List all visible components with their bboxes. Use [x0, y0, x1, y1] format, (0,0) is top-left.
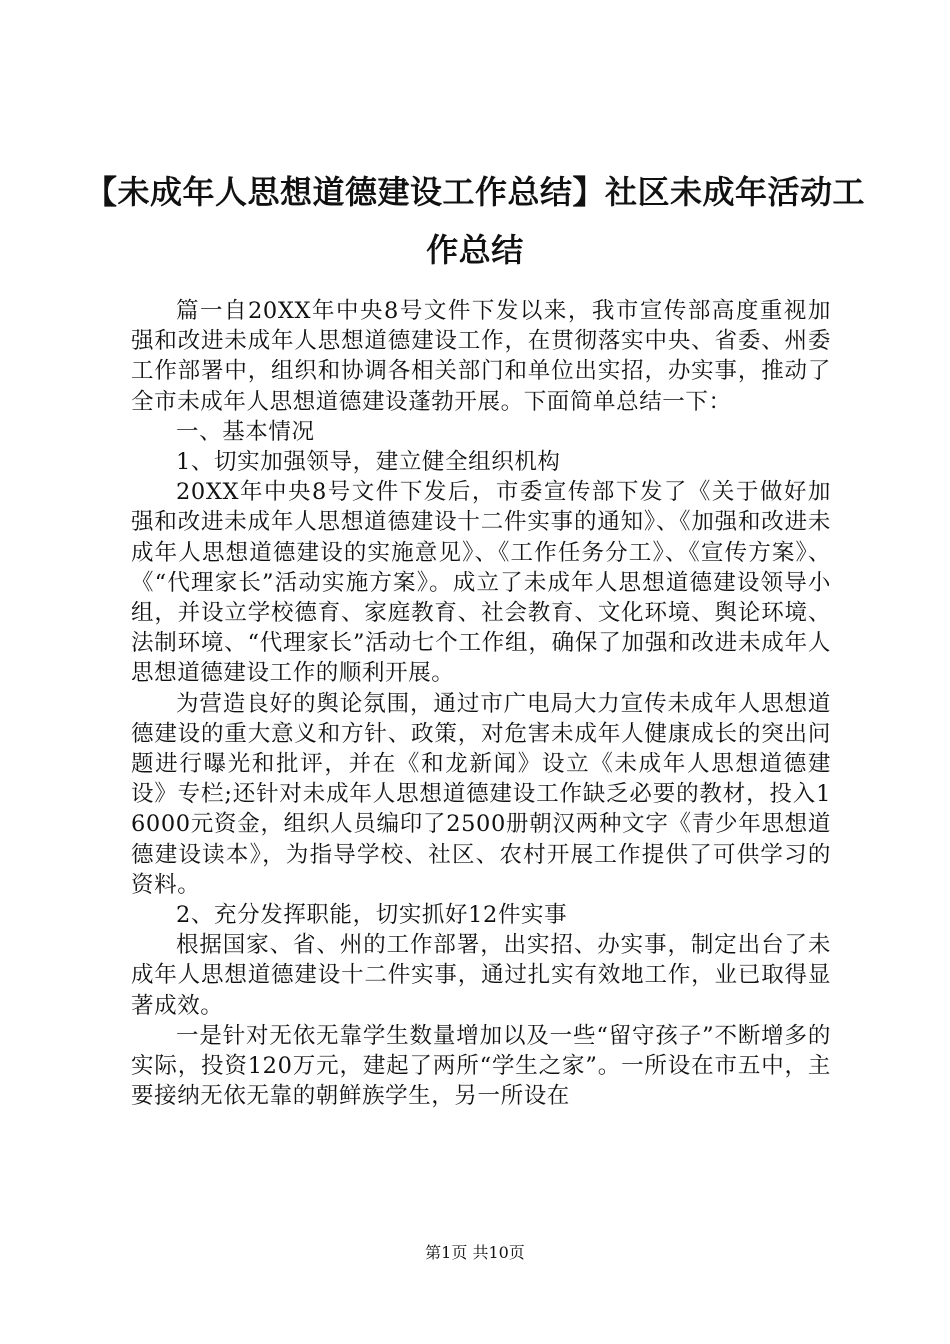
- subheading-twelve-tasks: 2、充分发挥职能，切实抓好12件实事: [176, 902, 568, 929]
- paragraph-organization: 20XX年中央8号文件下发后，市委宣传部下发了《关于做好加强和改进未成年人思想道德建设十二件实事的通知》、《加强和改进未成年人思想道德建设的实施意见》、《工作任务分工》、《宣传方案》、《“代理家长”活动实施方案》。成立了未成年人思想道德建设领导小组，并设立学校德育、家庭教育、社会教育、文化环境、舆论环境、法制环境、“代理家长”活动七个工作组，确保了加强和改进未成年人思想道德建设工作的顺利开展。: [131, 479, 831, 687]
- subheading-leadership: 1、切实加强领导，建立健全组织机构: [176, 449, 561, 476]
- paragraph-deployment: 根据国家、省、州的工作部署，出实招、办实事，制定出台了未成年人思想道德建设十二件实事，通过扎实有效地工作，业已取得显著成效。: [131, 932, 831, 1019]
- document-body: [131, 296, 831, 1111]
- paragraph-intro: 篇一自20XX年中央8号文件下发以来，我市宣传部高度重视加强和改进未成年人思想道德建设工作，在贯彻落实中央、省委、州委工作部署中，组织和协调各相关部门和单位出实招，办实事，推动了全市未成年人思想道德建设蓬勃开展。下面简单总结一下：: [131, 298, 831, 415]
- paragraph-student-homes: 一是针对无依无靠学生数量增加以及一些“留守孩子”不断增多的实际，投资120万元，建起了两所“学生之家”。一所设在市五中，主要接纳无依无靠的朝鲜族学生，另一所设在: [131, 1022, 831, 1110]
- page-number: 第1页 共10页: [425, 1243, 525, 1262]
- section-heading-basic-situation: 一、基本情况: [176, 418, 315, 445]
- document-title: 【未成年人思想道德建设工作总结】社区未成年活动工作总结: [84, 173, 865, 269]
- paragraph-publicity: 为营造良好的舆论氛围，通过市广电局大力宣传未成年人思想道德建设的重大意义和方针、政策，对危害未成年人健康成长的突出问题进行曝光和批评，并在《和龙新闻》设立《未成年人思想道德建设》专栏;还针对未成年人思想道德建设工作缺乏必要的教材，投入16000元资金，组织人员编印了2500册朝汉两种文字《青少年思想道德建设读本》，为指导学校、社区、农村开展工作提供了可供学习的资料。: [131, 690, 831, 898]
